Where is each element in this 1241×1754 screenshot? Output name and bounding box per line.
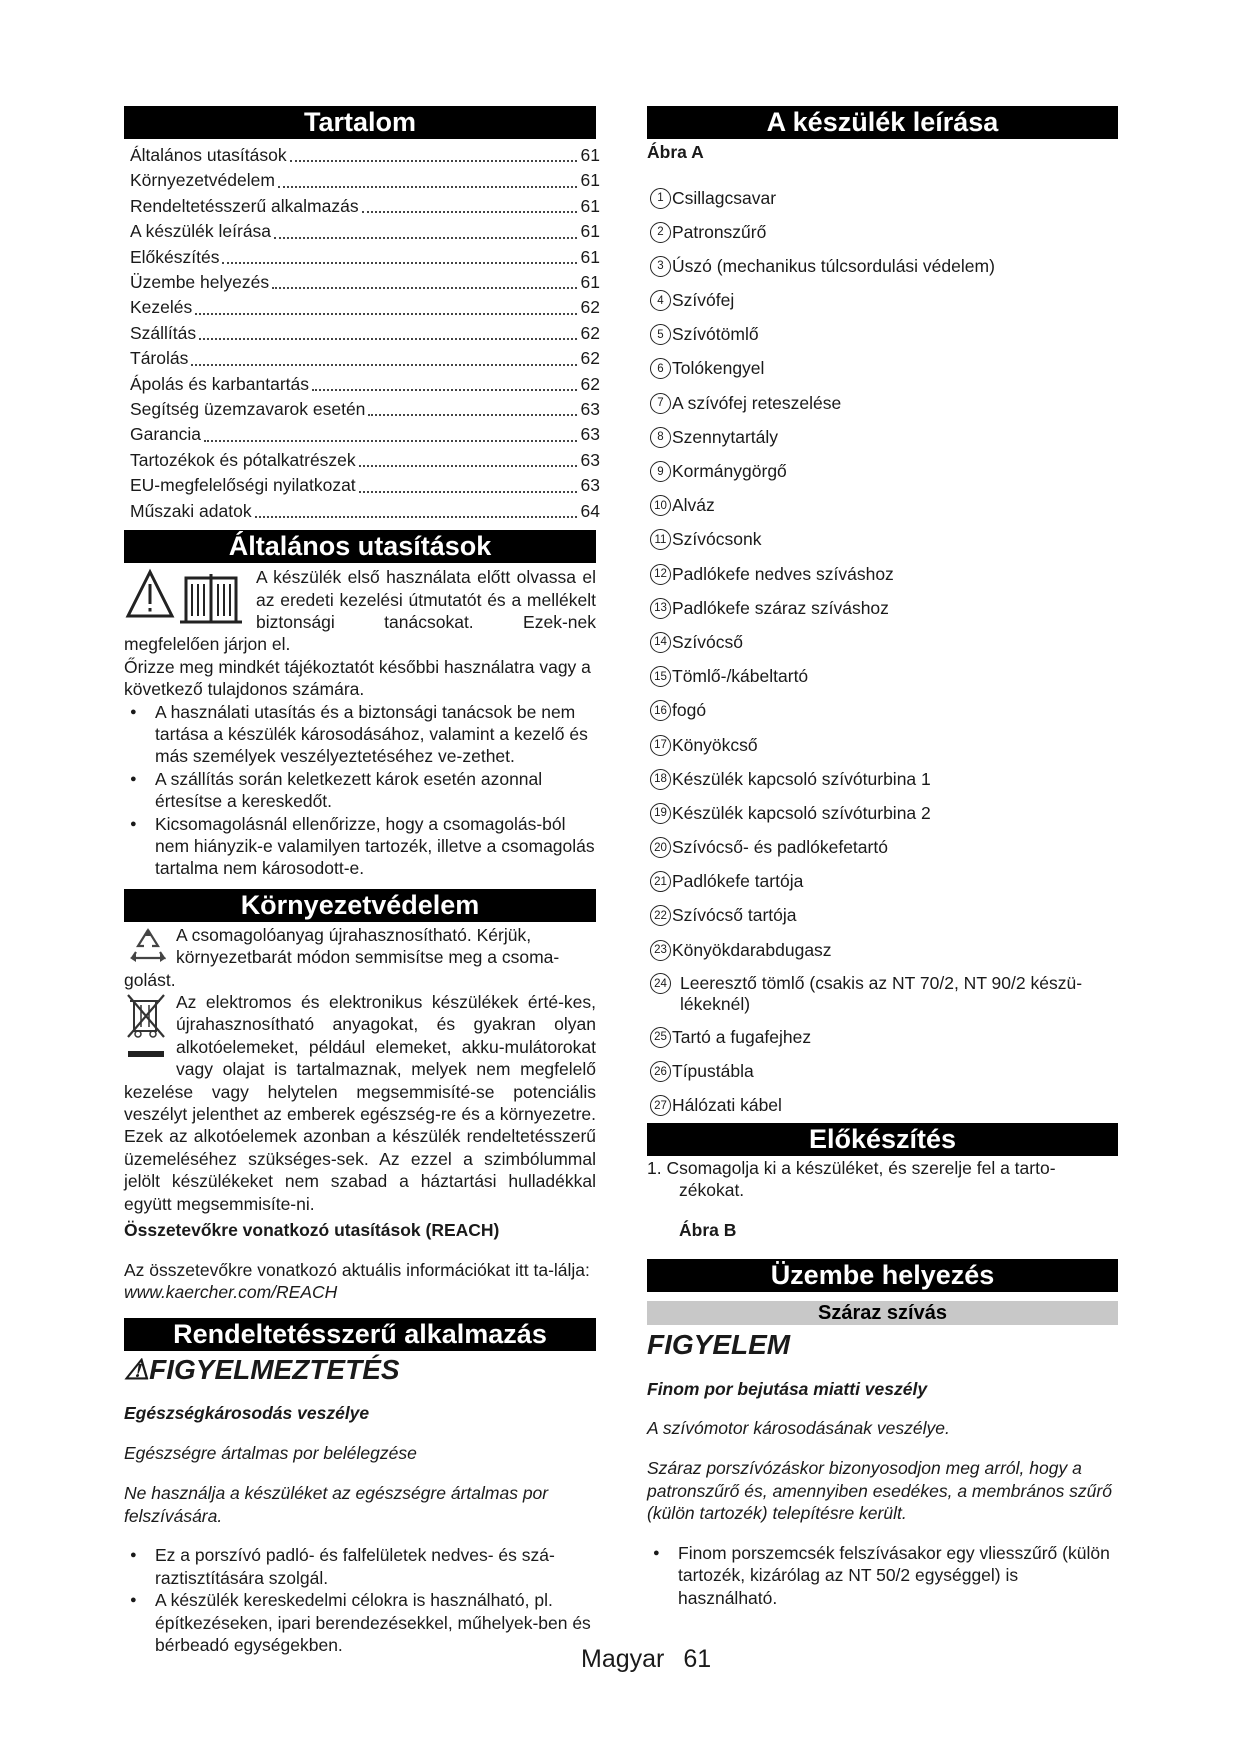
component-label: Szívócső- és padlókefetartó [672, 837, 888, 858]
toc-leader [359, 465, 577, 467]
component-number-badge: 24 [650, 973, 671, 994]
toc-entry[interactable] [130, 143, 600, 168]
component-label: Kormánygörgő [672, 461, 787, 481]
toc-entry-page: 62 [580, 348, 600, 369]
footer-language: Magyar [581, 1645, 665, 1673]
description-figure: Ábra A [647, 142, 704, 162]
component-item [647, 933, 1118, 967]
component-item [647, 489, 1118, 523]
toc-entry-label: Környezetvédelem [130, 170, 275, 191]
intended-bullet-list [124, 1544, 596, 1656]
component-item [647, 1054, 1118, 1088]
component-label: Könyökcső [672, 734, 758, 755]
toc-entry-label: Tárolás [130, 348, 189, 369]
component-number-badge: 16 [650, 700, 671, 721]
component-number-badge: 5 [650, 324, 671, 345]
component-label: A szívófej reteszelése [672, 392, 842, 413]
toc-entry-label: Rendeltetésszerű alkalmazás [130, 195, 359, 216]
component-label: Tartó a fugafejhez [672, 1026, 812, 1047]
startup-heading: Üzembe helyezés [647, 1259, 1118, 1292]
page-footer [581, 1645, 723, 1674]
component-number-badge: 15 [650, 666, 671, 687]
toc-entry-page: 62 [580, 373, 600, 394]
toc-entry-label: Segítség üzemzavarok esetén [130, 399, 366, 420]
toc-leader [191, 364, 576, 366]
startup-subheading: Száraz szívás [647, 1301, 1118, 1325]
reach-title: Összetevőkre vonatkozó utasítások (REACH) [124, 1220, 500, 1241]
startup-note-subtitle: Finom por bejutása miatti veszély [647, 1378, 928, 1399]
component-number-badge: 22 [650, 905, 671, 926]
component-label: Szívófej [672, 290, 735, 311]
toc-entry-label: Szállítás [130, 322, 197, 343]
component-label: Típustábla [672, 1061, 754, 1081]
toc-leader [312, 389, 577, 391]
component-number-badge: 8 [650, 427, 671, 448]
footer-page-number: 61 [683, 1645, 712, 1673]
component-label: Könyökdarabdugasz [672, 939, 832, 960]
component-number-badge: 25 [650, 1027, 671, 1048]
toc-entry-label: A készülék leírása [130, 221, 272, 242]
toc-entry-label: EU-megfelelőségi nyilatkozat [130, 475, 356, 496]
warning-triangle-icon [124, 566, 252, 633]
component-number-badge: 1 [650, 188, 671, 209]
component-label: Szennytartály [672, 426, 779, 447]
component-label: Csillagcsavar [672, 187, 777, 208]
component-number-badge: 21 [650, 871, 671, 892]
component-label: Padlókefe nedves szíváshoz [672, 563, 894, 584]
general-heading: Általános utasítások [124, 530, 596, 563]
component-item [647, 1089, 1118, 1123]
bullet-item: ● A használati utasítás és a biztonsági tanácsok be nem tartása a készülék károsodásához, valamint a kezelő és más személyek veszélyeztetéséhez ve-zethet. [124, 701, 596, 768]
env-weee-block [124, 991, 596, 1215]
component-label: Szívócső tartója [672, 905, 797, 926]
component-label: Tömlő-/kábeltartó [672, 666, 809, 687]
reach-link[interactable]: www.kaercher.com/REACH [124, 1282, 338, 1303]
component-list [647, 181, 1118, 1123]
component-label: Alváz [672, 495, 715, 516]
component-number-badge: 6 [650, 358, 671, 379]
component-item [647, 625, 1118, 659]
toc-entry-page: 61 [580, 272, 600, 293]
toc-leader [362, 211, 577, 213]
component-item [647, 865, 1118, 899]
toc-entry-label: Műszaki adatok [130, 500, 252, 521]
component-item [647, 420, 1118, 454]
reach-text [124, 1259, 596, 1304]
toc-entry-page: 61 [580, 195, 600, 216]
toc-leader [290, 160, 577, 162]
toc-leader [278, 186, 577, 188]
component-item [647, 694, 1118, 728]
toc-entry-label: Kezelés [130, 297, 193, 318]
component-label: Készülék kapcsoló szívóturbina 1 [672, 768, 931, 789]
component-number-badge: 20 [650, 837, 671, 858]
component-item [647, 318, 1118, 352]
weee-bin-icon [124, 991, 174, 1079]
component-item [647, 591, 1118, 625]
toc-entry[interactable] [130, 346, 600, 371]
toc-leader [272, 287, 576, 289]
toc-entry-page: 64 [580, 500, 600, 521]
toc-entry-page: 62 [580, 297, 600, 318]
component-number-badge: 19 [650, 803, 671, 824]
component-item [647, 523, 1118, 557]
component-label: Készülék kapcsoló szívóturbina 2 [672, 802, 931, 823]
component-number-badge: 7 [650, 393, 671, 414]
component-number-badge: 9 [650, 461, 671, 482]
component-item [647, 181, 1118, 215]
component-label: Szívótömlő [672, 324, 759, 345]
toc-leader [195, 313, 576, 315]
recycle-icon [124, 924, 174, 968]
warning-triangle-small-icon: ⚠ [124, 1353, 150, 1385]
toc-leader [368, 414, 576, 416]
description-heading: A készülék leírása [647, 106, 1118, 139]
component-number-badge: 14 [650, 632, 671, 653]
component-item [647, 386, 1118, 420]
general-bullet-list [124, 701, 596, 880]
reach-text-body: Az összetevőkre vonatkozó aktuális információkat itt ta-lálja: [124, 1259, 590, 1280]
component-item [647, 796, 1118, 830]
component-item [647, 660, 1118, 694]
component-label: Padlókefe tartója [672, 871, 804, 892]
general-keep-text: Őrizze meg mindkét tájékoztatót későbbi használatra vagy a következő tulajdonos számára. [124, 656, 591, 700]
component-number-badge: 2 [650, 222, 671, 243]
component-number-badge: 17 [650, 735, 671, 756]
component-number-badge: 23 [650, 940, 671, 961]
component-item [647, 830, 1118, 864]
env-weee-text: Az elektromos és elektronikus készülékek érté-kes, újrahasznosítható anyagokat, és gyakran olyan alkotóelemeket, például elemeket, akku-mulátorokat vagy olajat is tartalmaznak, melyek nem megfelelő kezelése vagy helytelen megsemmisíté-se potenciális veszélyt jelenthet az emberek egészség-re és a környezetre. Ezek az alkotóelemek azonban a készülék rendeltetésszerű üzemeléséhez szükséges-sek. Az ezzel a szimbólummal jelölt készülékeket nem szabad a háztartási hulladékkal együtt megsemmisíte-ni. [124, 992, 596, 1214]
component-number-badge: 12 [650, 564, 671, 585]
env-recycle-block [124, 924, 596, 991]
toc-entry[interactable] [130, 245, 600, 270]
toc-leader [359, 491, 577, 493]
toc-entry-label: Garancia [130, 424, 202, 445]
component-label: Hálózati kábel [672, 1095, 782, 1116]
startup-note-title: FIGYELEM [647, 1329, 791, 1360]
startup-note-line2: Száraz porszívózáskor bizonyosodjon meg arról, hogy a patronszűrő és, amennyiben esedékes, a membrános szűrő (külön tartozék) telepítésre került. [647, 1458, 1112, 1524]
manual-book-icon [180, 574, 242, 622]
toc-entry[interactable] [130, 448, 600, 473]
toc-entry-label: Általános utasítások [130, 145, 287, 165]
general-intro-block [124, 566, 596, 656]
component-item [647, 454, 1118, 488]
startup-note-line1: A szívómotor károsodásának veszélye. [647, 1418, 950, 1439]
general-intro-text: A készülék első használata előtt olvassa el az eredeti kezelési útmutatót és a mellékelt biztonsági tanácsokat. Ezek-nek megfelelően járjon el. [124, 567, 596, 655]
env-heading: Környezetvédelem [124, 889, 596, 922]
intended-warning-line1: Egészségre ártalmas por belélegzése [124, 1443, 417, 1464]
startup-bullet: ● Finom porszemcsék felszívásakor egy vliesszűrő (külön tartozék, kizárólag az NT 50/2 egységgel) is használható. [647, 1542, 1118, 1609]
toc-entry[interactable] [130, 219, 600, 244]
component-item [647, 352, 1118, 386]
toc-entry[interactable] [130, 422, 600, 447]
toc-entry-label: Üzembe helyezés [130, 272, 270, 293]
prep-step: 1. Csomagolja ki a készüléket, és szerelje fel a tarto-zékokat. [647, 1157, 1056, 1201]
toc-entry[interactable] [130, 499, 600, 524]
toc-entry-label: Tartozékok és pótalkatrészek [130, 449, 356, 470]
toc-entry-page: 63 [580, 424, 600, 445]
bullet-item: ● Kicsomagolásnál ellenőrizze, hogy a csomagolás-ból nem hiányzik-e valamilyen tartozék, illetve a csomagolás tartalma nem károsodott-e. [124, 813, 596, 880]
component-item [647, 967, 1118, 1020]
warning-icons [124, 566, 252, 633]
component-item [647, 899, 1118, 933]
component-label: Szívócső [672, 631, 743, 652]
prep-heading: Előkészítés [647, 1123, 1118, 1156]
toc-entry-page: 62 [580, 322, 600, 343]
env-recycle-text: A csomagolóanyag újrahasznosítható. Kérjük, környezetbarát módon semmisítse meg a csoma-golást. [124, 924, 560, 990]
component-item [647, 1020, 1118, 1054]
toc-entry[interactable] [130, 295, 600, 320]
bullet-item: ● A készülék kereskedelmi célokra is használható, pl. építkezéseken, ipari berendezésekkel, műhelyek-ben és bérbeadó egységekben. [124, 1589, 596, 1656]
component-label: fogó [672, 700, 707, 721]
component-item [647, 557, 1118, 591]
component-label: Padlókefe száraz szíváshoz [672, 597, 889, 618]
toc-entry[interactable] [130, 194, 600, 219]
component-item [647, 728, 1118, 762]
component-number-badge: 13 [650, 598, 671, 619]
component-number-badge: 3 [650, 256, 671, 277]
toc-entry-label: Előkészítés [130, 246, 220, 267]
component-label: Patronszűrő [672, 221, 767, 242]
component-item [647, 283, 1118, 317]
toc-entry-page: 61 [580, 145, 600, 165]
bullet-item: ● A szállítás során keletkezett károk esetén azonnal értesítse a kereskedőt. [124, 768, 596, 813]
component-number-badge: 4 [650, 290, 671, 311]
toc-entry[interactable] [130, 397, 600, 422]
toc-entry[interactable] [130, 372, 600, 397]
component-number-badge: 10 [650, 495, 671, 516]
toc-entry[interactable] [130, 270, 600, 295]
intended-warning-title [124, 1354, 596, 1385]
table-of-contents [130, 143, 600, 524]
component-item [647, 762, 1118, 796]
component-number-badge: 11 [650, 529, 671, 550]
toc-entry[interactable] [130, 321, 600, 346]
right-column [647, 106, 1118, 1609]
toc-entry-label: Ápolás és karbantartás [130, 373, 309, 394]
toc-leader [222, 262, 576, 264]
toc-entry-page: 61 [580, 246, 600, 267]
toc-leader [199, 338, 576, 340]
component-item [647, 215, 1118, 249]
toc-entry[interactable] [130, 168, 600, 193]
component-item [647, 249, 1118, 283]
toc-leader [204, 440, 577, 442]
component-number-badge: 18 [650, 769, 671, 790]
intended-warning-line2: Ne használja a készüléket az egészségre ártalmas por felszívására. [124, 1483, 549, 1526]
toc-entry-page: 61 [580, 221, 600, 242]
intended-warning-subtitle: Egészségkárosodás veszélye [124, 1403, 370, 1424]
toc-leader [255, 516, 577, 518]
toc-entry-page: 61 [580, 170, 600, 191]
toc-leader [274, 237, 576, 239]
toc-entry-page: 63 [580, 475, 600, 496]
left-column [124, 106, 600, 1656]
intended-warning-title-text: FIGYELMEZTETÉS [149, 1353, 400, 1385]
toc-entry[interactable] [130, 473, 600, 498]
component-number-badge: 27 [650, 1095, 671, 1116]
bullet-item: ● Ez a porszívó padló- és falfelületek nedves- és szá-raztisztítására szolgál. [124, 1544, 596, 1589]
toc-entry-page: 63 [580, 399, 600, 420]
component-number-badge: 26 [650, 1061, 671, 1082]
prep-figure: Ábra B [679, 1220, 737, 1241]
toc-entry-page: 63 [580, 449, 600, 470]
intended-heading: Rendeltetésszerű alkalmazás [124, 1318, 596, 1351]
component-label: Tolókengyel [672, 358, 765, 379]
toc-heading: Tartalom [124, 106, 596, 139]
component-label: Szívócsonk [672, 529, 762, 550]
component-label: Úszó (mechanikus túlcsordulási védelem) [672, 255, 995, 276]
component-label: Leeresztő tömlő (csakis az NT 70/2, NT 90/2 készü-lékeknél) [680, 973, 1083, 1015]
